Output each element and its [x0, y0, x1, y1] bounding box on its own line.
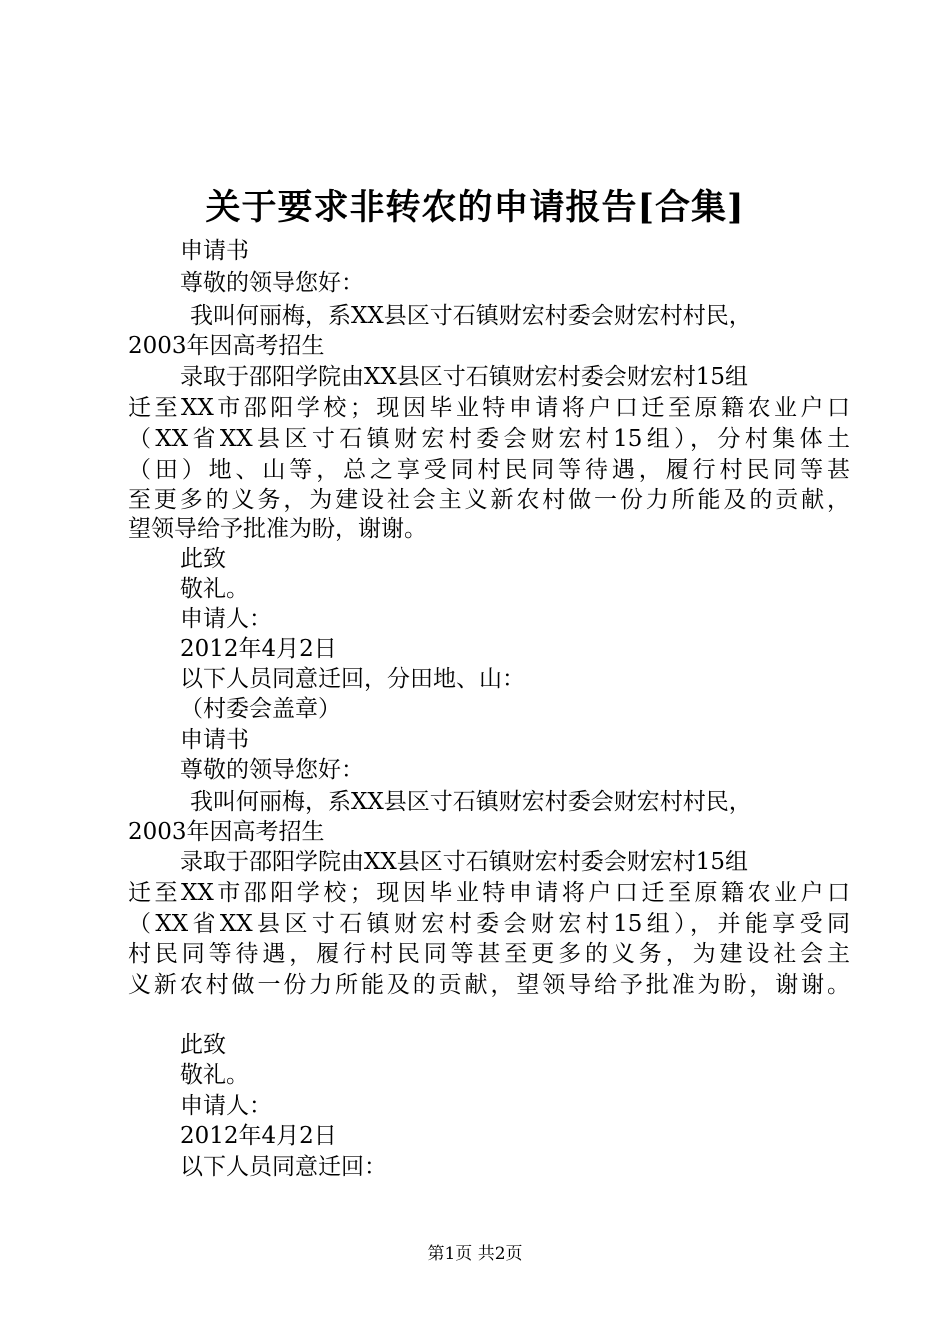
section1-date: 2012年4月2日 [180, 636, 337, 662]
section1-paragraph2-line6: 望领导给予批准为盼，谢谢。 [128, 516, 427, 542]
section2-closing-2: 敬礼。 [180, 1062, 249, 1088]
section1-consent: 以下人员同意迁回，分田地、山： [180, 666, 525, 692]
section2-applicant-label: 申请人： [180, 1093, 272, 1119]
section1-closing-1: 此致 [180, 546, 226, 572]
section2-greeting: 尊敬的领导您好： [180, 757, 364, 783]
section2-consent: 以下人员同意迁回： [180, 1154, 387, 1180]
section1-paragraph1-line1: 我叫何丽梅，系XX县区寸石镇财宏村委会财宏村村民， [190, 303, 752, 329]
section1-paragraph2-line3: （XX省XX县区寸石镇财宏村委会财宏村15组），分村集体土 [128, 426, 850, 452]
section2-paragraph2-line3: （XX省XX县区寸石镇财宏村委会财宏村15组），并能享受同 [128, 911, 850, 937]
section2-paragraph2-line1: 录取于邵阳学院由XX县区寸石镇财宏村委会财宏村15组 [180, 849, 749, 875]
section2-paragraph2-line2: 迁至XX市邵阳学校；现因毕业特申请将户口迁至原籍农业户口 [128, 880, 850, 906]
section1-paragraph2-line2: 迁至XX市邵阳学校；现因毕业特申请将户口迁至原籍农业户口 [128, 395, 850, 421]
section2-paragraph1-line2: 2003年因高考招生 [128, 819, 325, 845]
section1-paragraph1-line2: 2003年因高考招生 [128, 333, 325, 359]
section2-date: 2012年4月2日 [180, 1123, 337, 1149]
section2-paragraph1-line1: 我叫何丽梅，系XX县区寸石镇财宏村委会财宏村村民， [190, 789, 752, 815]
section2-paragraph2-line5: 义新农村做一份力所能及的贡献，望领导给予批准为盼，谢谢。 [128, 972, 850, 998]
section1-applicant-label: 申请人： [180, 606, 272, 632]
section2-heading: 申请书 [180, 727, 249, 753]
section1-stamp-note: （村委会盖章） [180, 696, 341, 722]
section1-paragraph2-line5: 至更多的义务，为建设社会主义新农村做一份力所能及的贡献， [128, 487, 850, 513]
section1-paragraph2-line1: 录取于邵阳学院由XX县区寸石镇财宏村委会财宏村15组 [180, 364, 749, 390]
page-footer: 第1页 共2页 [427, 1244, 523, 1264]
section1-greeting: 尊敬的领导您好： [180, 270, 364, 296]
section1-closing-2: 敬礼。 [180, 576, 249, 602]
section2-closing-1: 此致 [180, 1032, 226, 1058]
section1-paragraph2-line4: （田）地、山等，总之享受同村民同等待遇，履行村民同等甚 [128, 457, 850, 483]
section1-heading: 申请书 [180, 238, 249, 264]
section2-paragraph2-line4: 村民同等待遇，履行村民同等甚至更多的义务，为建设社会主 [128, 941, 850, 967]
document-title: 关于要求非转农的申请报告[合集] [205, 187, 745, 228]
